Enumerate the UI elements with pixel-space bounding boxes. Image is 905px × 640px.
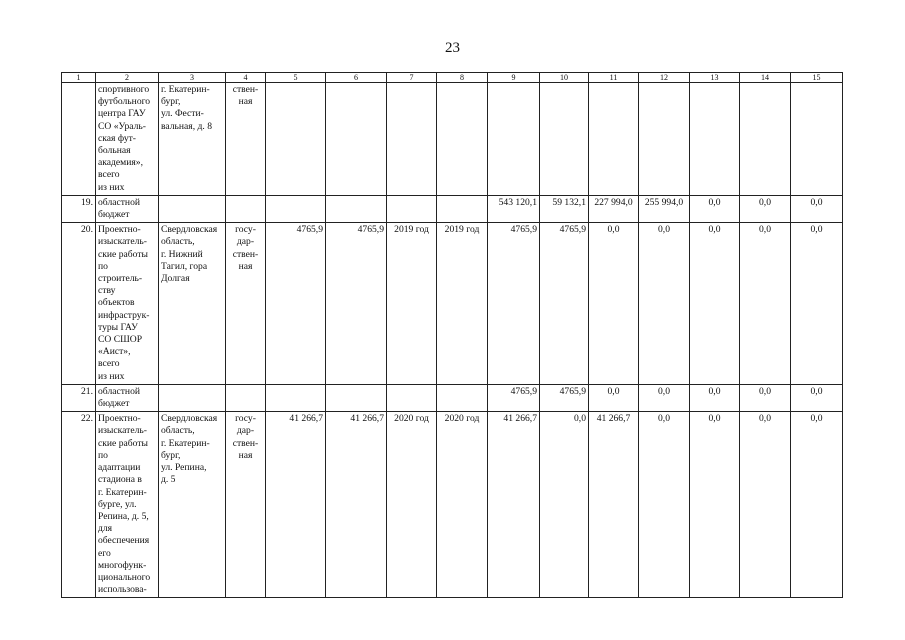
- column-header: 7: [387, 73, 437, 83]
- table-cell: [540, 83, 589, 196]
- table-cell: [387, 83, 437, 196]
- table-cell: [226, 195, 266, 222]
- column-header: 13: [690, 73, 740, 83]
- page-number: 23: [445, 40, 460, 56]
- table-cell: 0,0: [690, 223, 740, 385]
- table-cell: госу- дар- ствен- ная: [226, 223, 266, 385]
- column-header: 1: [62, 73, 96, 83]
- table-cell: Свердловская область, г. Нижний Тагил, гора Долгая: [159, 223, 226, 385]
- column-header: 8: [437, 73, 488, 83]
- investment-table: [61, 72, 843, 598]
- table-row: [62, 412, 843, 598]
- table-cell: [690, 83, 740, 196]
- table-cell: 20.: [62, 223, 96, 385]
- table-cell: [326, 384, 387, 411]
- table-cell: 4765,9: [266, 223, 326, 385]
- column-header: 12: [639, 73, 690, 83]
- table-cell: [437, 195, 488, 222]
- table-cell: 4765,9: [326, 223, 387, 385]
- table-cell: 59 132,1: [540, 195, 589, 222]
- table-row: [62, 83, 843, 196]
- table-cell: 2019 год: [437, 223, 488, 385]
- table-cell: 2020 год: [437, 412, 488, 598]
- table-cell: [589, 83, 639, 196]
- table-cell: [437, 83, 488, 196]
- table-cell: госу- дар- ствен- ная: [226, 412, 266, 598]
- table-cell: 255 994,0: [639, 195, 690, 222]
- table-cell: 19.: [62, 195, 96, 222]
- table-cell: [326, 195, 387, 222]
- table-cell: Проектно- изыскатель- ские работы по строитель- ству объектов инфраструк- туры ГАУ СО СШОР «Аист», всего из них: [96, 223, 159, 385]
- table-cell: 0,0: [690, 384, 740, 411]
- table-cell: 0,0: [791, 412, 843, 598]
- table-cell: [488, 83, 540, 196]
- table-cell: областной бюджет: [96, 195, 159, 222]
- table-cell: [159, 195, 226, 222]
- table-cell: 0,0: [740, 384, 791, 411]
- table-row: [62, 384, 843, 411]
- table-cell: областной бюджет: [96, 384, 159, 411]
- table-cell: 0,0: [740, 412, 791, 598]
- table-cell: 41 266,7: [326, 412, 387, 598]
- table-cell: [266, 195, 326, 222]
- column-header: 5: [266, 73, 326, 83]
- table-cell: 0,0: [639, 384, 690, 411]
- table-cell: 41 266,7: [589, 412, 639, 598]
- table-cell: [266, 384, 326, 411]
- column-header: 4: [226, 73, 266, 83]
- table-cell: [387, 384, 437, 411]
- column-header: 9: [488, 73, 540, 83]
- table-cell: 0,0: [540, 412, 589, 598]
- table-cell: 2020 год: [387, 412, 437, 598]
- table-cell: 0,0: [690, 412, 740, 598]
- table-cell: 0,0: [690, 195, 740, 222]
- table-cell: 4765,9: [540, 384, 589, 411]
- table-cell: [159, 384, 226, 411]
- table-row: [62, 223, 843, 385]
- table-cell: 2019 год: [387, 223, 437, 385]
- table-cell: 227 994,0: [589, 195, 639, 222]
- table-cell: 4765,9: [488, 223, 540, 385]
- table-cell: 0,0: [791, 195, 843, 222]
- table-cell: г. Екатерин- бург, ул. Фести- вальная, д. 8: [159, 83, 226, 196]
- table-cell: [326, 83, 387, 196]
- table-cell: Свердловская область, г. Екатерин- бург, ул. Репина, д. 5: [159, 412, 226, 598]
- table-cell: [437, 384, 488, 411]
- column-number-row: [62, 73, 843, 83]
- table-cell: [62, 83, 96, 196]
- table-cell: спортивного футбольного центра ГАУ СО «Ураль- ская фут- больная академия», всего из них: [96, 83, 159, 196]
- table-cell: [226, 384, 266, 411]
- table-cell: 4765,9: [488, 384, 540, 411]
- column-header: 11: [589, 73, 639, 83]
- table-cell: 0,0: [791, 384, 843, 411]
- table-cell: 543 120,1: [488, 195, 540, 222]
- table-cell: [387, 195, 437, 222]
- table-cell: Проектно- изыскатель- ские работы по адаптации стадиона в г. Екатерин- бурге, ул. Репина, д. 5, для обеспечения его многофунк- ционального использова-: [96, 412, 159, 598]
- column-header: 14: [740, 73, 791, 83]
- table-cell: [740, 83, 791, 196]
- table-cell: 0,0: [740, 195, 791, 222]
- table-cell: 22.: [62, 412, 96, 598]
- table-cell: 0,0: [639, 412, 690, 598]
- table-cell: 0,0: [589, 384, 639, 411]
- table-cell: 41 266,7: [488, 412, 540, 598]
- table-cell: 41 266,7: [266, 412, 326, 598]
- table-cell: [639, 83, 690, 196]
- table-cell: 0,0: [589, 223, 639, 385]
- table-cell: 0,0: [791, 223, 843, 385]
- table-cell: [791, 83, 843, 196]
- table-cell: 21.: [62, 384, 96, 411]
- table-cell: 4765,9: [540, 223, 589, 385]
- column-header: 10: [540, 73, 589, 83]
- table-row: [62, 195, 843, 222]
- table-cell: ствен- ная: [226, 83, 266, 196]
- column-header: 2: [96, 73, 159, 83]
- column-header: 15: [791, 73, 843, 83]
- table-cell: [266, 83, 326, 196]
- table-cell: 0,0: [639, 223, 690, 385]
- column-header: 6: [326, 73, 387, 83]
- column-header: 3: [159, 73, 226, 83]
- table-cell: 0,0: [740, 223, 791, 385]
